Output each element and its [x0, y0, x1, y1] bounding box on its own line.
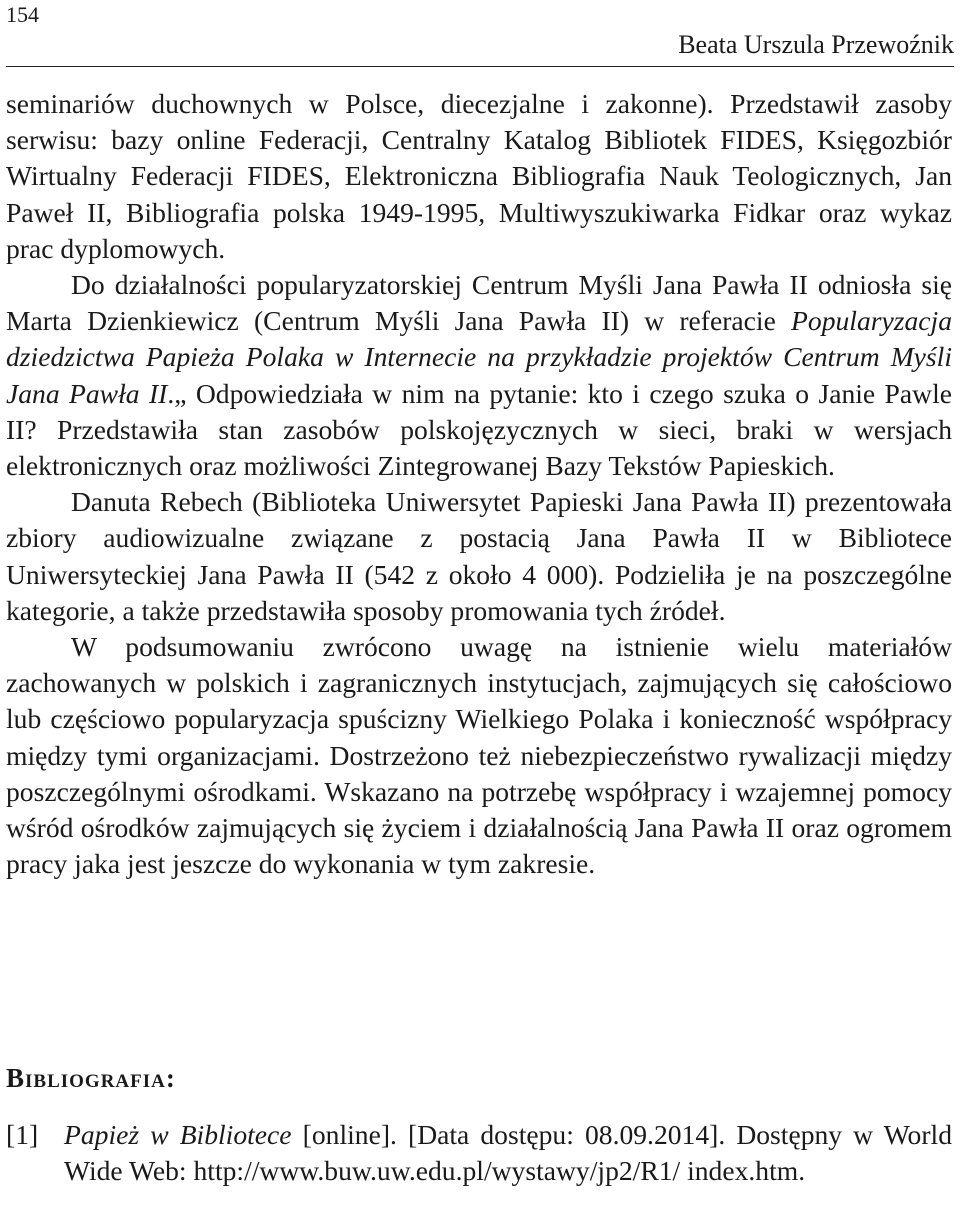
paragraph-2-text-a: Do działalności popularyzatorskiej Centrum Myśli Jana Pawła II odniosła się Marta Dzienkiewicz (Centrum Myśli Jana Pawła II) w referacie: [6, 269, 952, 337]
paragraph-3: [6, 484, 952, 629]
paragraph-3-text: Danuta Rebech (Biblioteka Uniwersytet Papieski Jana Pawła II) prezentowała zbiory audiowizualne związane z postacią Jana Pawła II w Bibliotece Uniwersyteckiej Jana Pawła II (542 z około 4 000). Podzieliła je na poszczególne kategorie, a także przedstawiła sposoby promowania tych źródeł.: [6, 486, 952, 626]
paragraph-4-text: W podsumowaniu zwrócono uwagę na istnienie wielu materiałów zachowanych w polskich i zagranicznych instytucjach, zajmujących się całościowo lub częściowo popularyzacja spuścizny Wielkiego Polaka i konieczność współpracy między tymi organizacjami. Dostrzeżono też niebezpieczeństwo rywalizacji między poszczególnymi ośrodkami. Wskazano na potrzebę współpracy i wzajemnej pomocy wśród ośrodków zajmujących się życiem i działalnością Jana Pawła II oraz ogromem pracy jaka jest jeszcze do wykonania w tym zakresie.: [6, 631, 952, 880]
header-rule: [6, 66, 954, 67]
bibliography-entry-text: [64, 1117, 952, 1189]
page-number: 154: [6, 2, 39, 27]
bibliography-entry-title: Papież w Bibliotece: [64, 1119, 292, 1150]
bibliography-entry: [6, 1117, 952, 1189]
paragraph-1: [6, 86, 952, 267]
bibliography-entry-number: [1]: [6, 1119, 39, 1150]
running-head: Beata Urszula Przewoźnik: [678, 30, 954, 59]
paragraph-4: [6, 629, 952, 882]
paragraph-2: [6, 267, 952, 484]
bibliography-list: [6, 1117, 952, 1189]
body-text: [6, 86, 952, 882]
bibliography-heading: Bibliografia:: [6, 1063, 176, 1093]
paragraph-2-title: Popularyzacja dziedzictwa Papieża Polaka w Internecie na przykładzie projektów Centrum Myśli Jana Pawła II: [6, 305, 952, 409]
paragraph-1-text: seminariów duchownych w Polsce, diecezjalne i zakonne). Przedstawił zasoby serwisu: bazy online Federacji, Centralny Katalog Bibliotek FIDES, Księgozbiór Wirtualny Federacji FIDES, Elektroniczna Bibliografia Nauk Teologicznych, Jan Paweł II, Bibliografia polska 1949-1995, Multiwyszukiwarka Fidkar oraz wykaz prac dyplomowych.: [6, 88, 952, 264]
bibliography-entry-details: [online]. [Data dostępu: 08.09.2014]. Dostępny w World Wide Web: http://www.buw.uw.edu.pl/wystawy/jp2/R1/ index.htm.: [64, 1119, 952, 1187]
paragraph-2-text-b: .„ Odpowiedziała w nim na pytanie: kto i czego szuka o Janie Pawle II? Przedstawiła stan zasobów polskojęzycznych w sieci, braki w wersjach elektronicznych oraz możliwości Zintegrowanej Bazy Tekstów Papieskich.: [6, 377, 952, 482]
